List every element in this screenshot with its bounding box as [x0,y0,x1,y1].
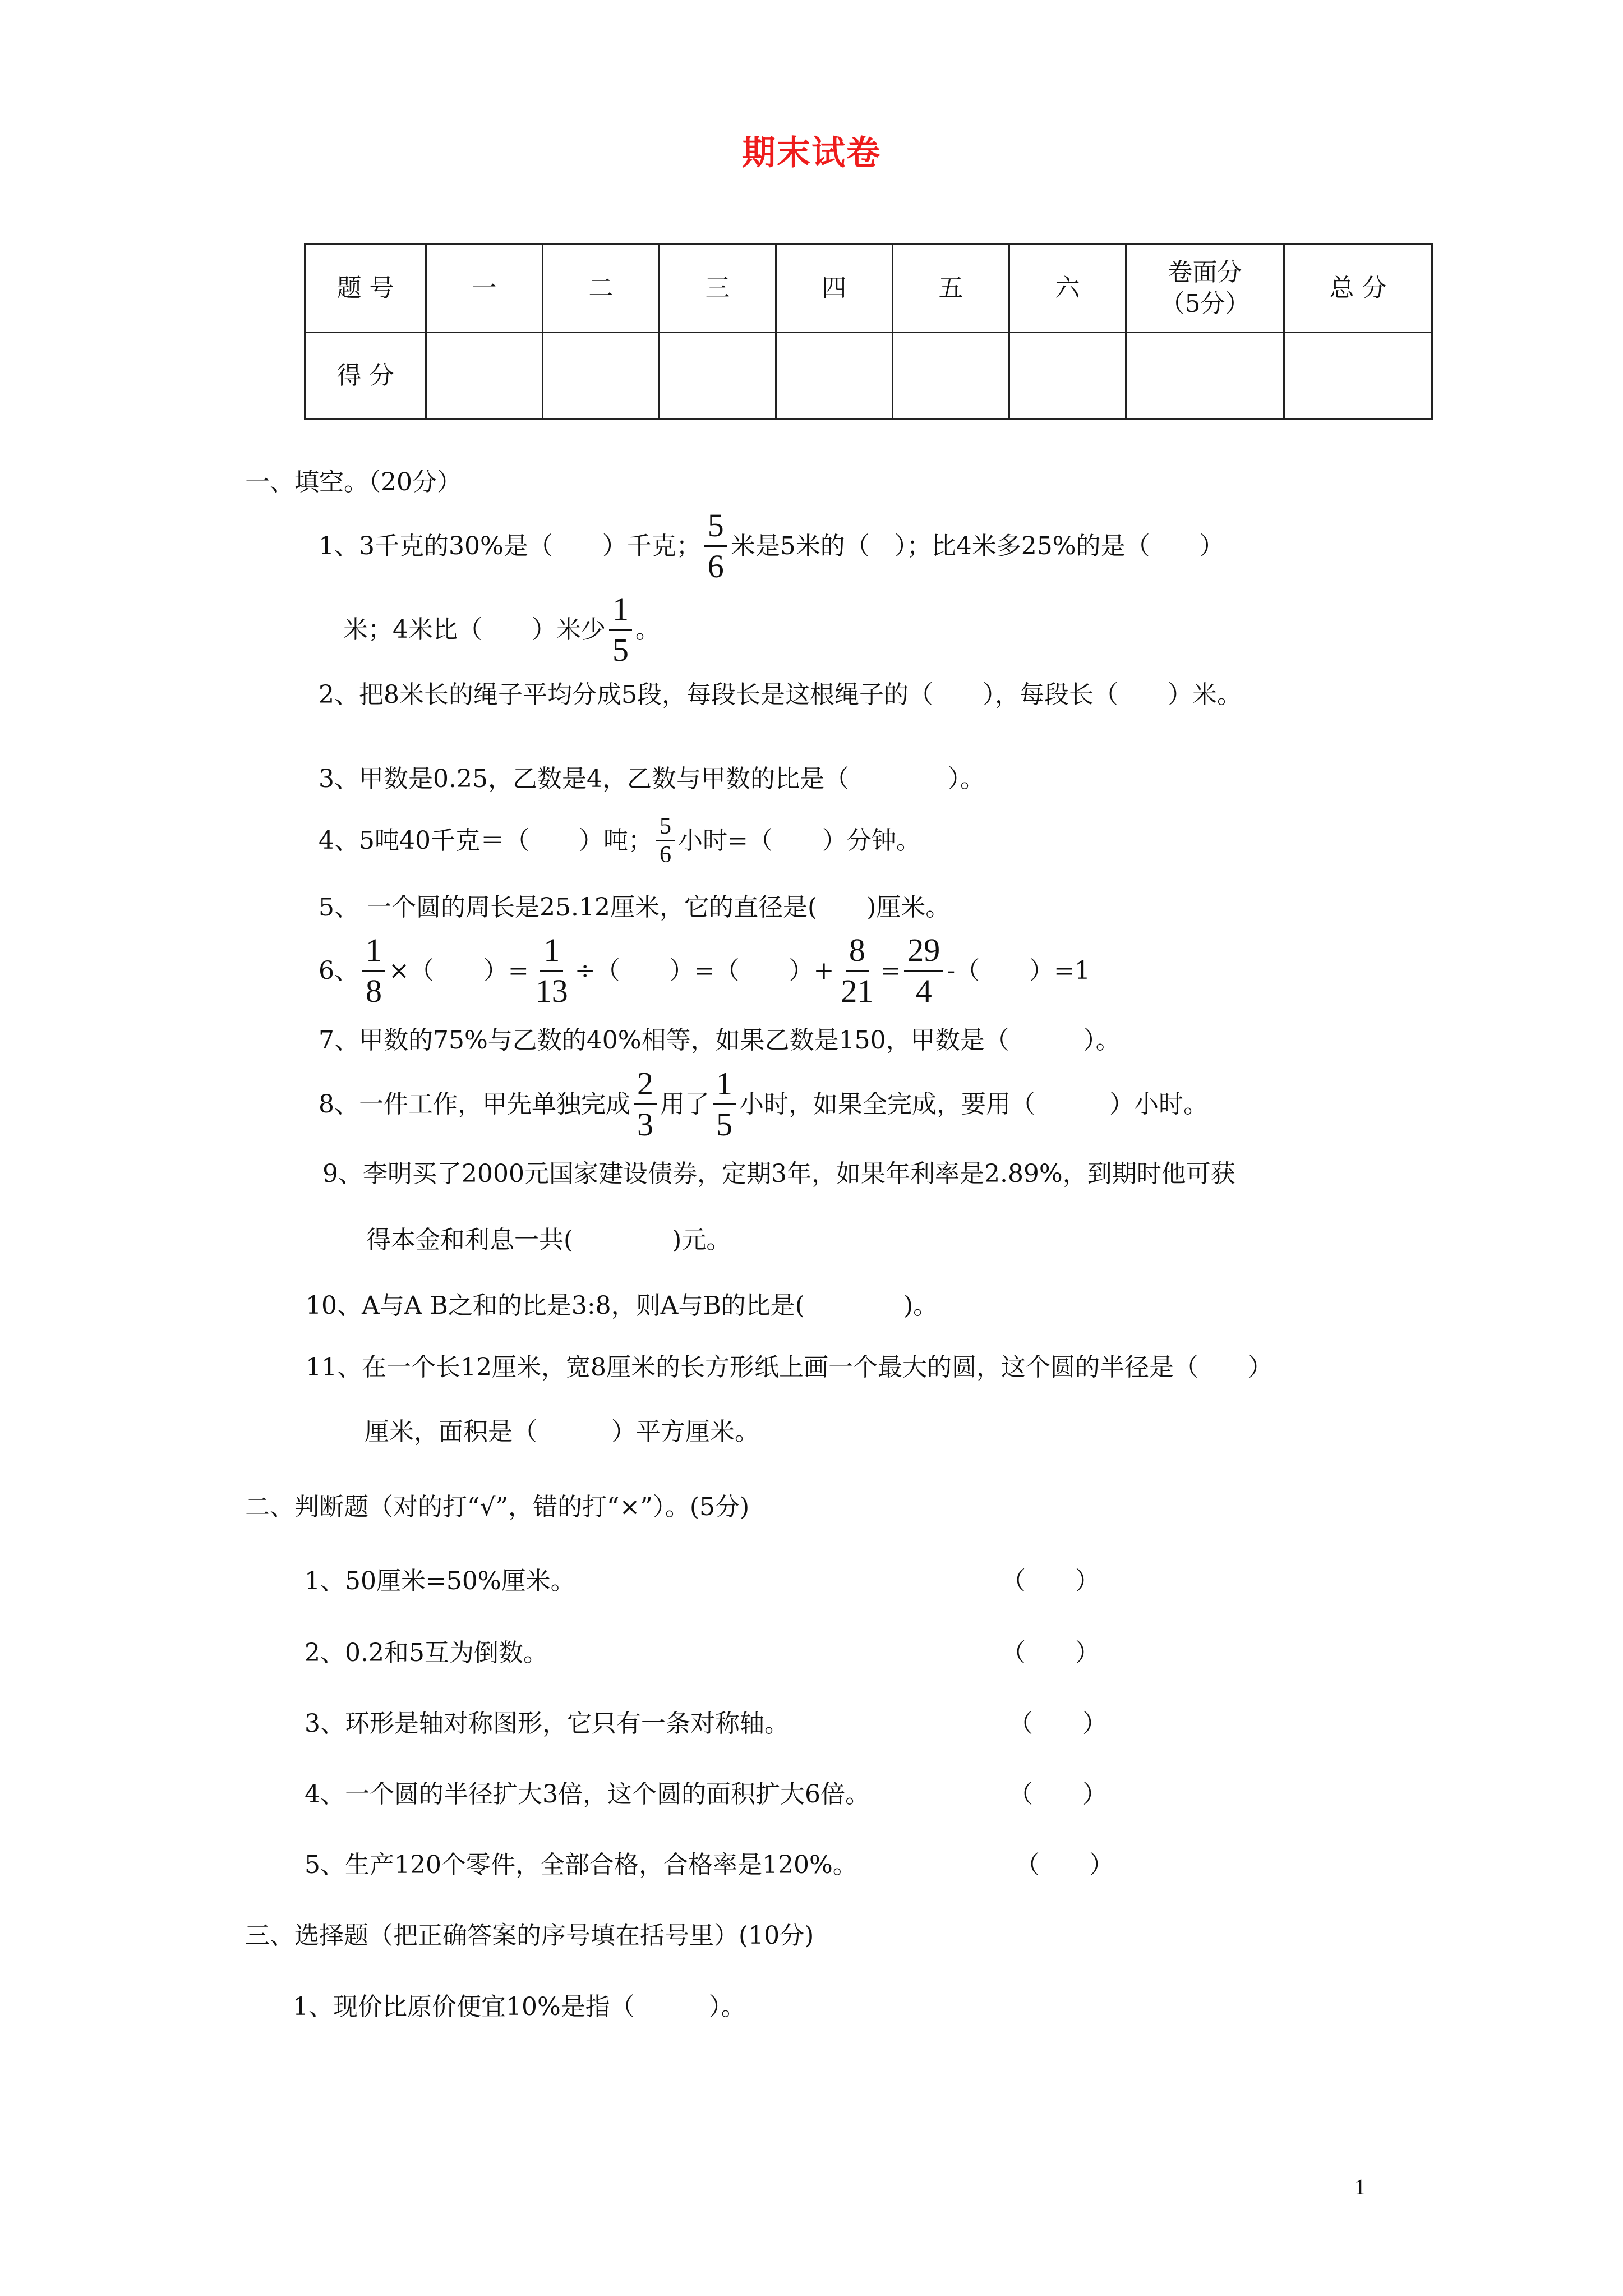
score-header-1: 一 [426,244,543,333]
q4-text-b: 小时=（ ）分钟。 [677,826,921,855]
tf-answer-paren-5[interactable]: （ ） [1015,1851,1114,1879]
tf-item-4: 4、一个圆的半径扩大3倍，这个圆的面积扩大6倍。 [305,1780,870,1809]
fraction-numerator: 1 [362,934,385,972]
q1-text-a: 1、3千克的30%是（ ）千克； [319,531,701,560]
fraction-denominator: 6 [707,548,724,585]
score-header-6: 六 [1009,244,1126,333]
question-10: 10、A与A B之和的比是3:8，则A与B的比是( )。 [306,1291,938,1320]
fraction-denominator: 3 [637,1106,653,1143]
tf-answer-paren-4[interactable]: （ ） [1008,1780,1107,1809]
fraction-29-4 [904,934,943,1007]
q6-text-b: ×（ ）= [389,956,529,985]
question-11-line2: 厘米，面积是（ ）平方厘米。 [365,1418,759,1446]
score-cell[interactable] [660,333,776,420]
score-row-label: 得 分 [305,333,426,420]
tf-item-5: 5、生产120个零件，全部合格，合格率是120%。 [305,1851,857,1879]
question-2: 2、把8米长的绳子平均分成5段，每段长是这根绳子的（ ），每段长（ ）米。 [319,680,1242,709]
fraction-numerator: 1 [540,934,563,972]
question-7: 7、甲数的75%与乙数的40%相等，如果乙数是150，甲数是（ ）。 [319,1026,1121,1055]
fraction-1-8 [362,934,385,1007]
fraction-8-21 [837,934,877,1007]
tf-answer-paren-2[interactable]: （ ） [1001,1639,1100,1667]
q1-text-b: 米是5米的（ ）；比4米多25%的是（ ） [730,531,1224,560]
fraction-denominator: 13 [535,973,568,1009]
score-header-presentation [1126,244,1284,333]
q8-text-a: 8、一件工作，甲先单独完成 [319,1089,630,1119]
fraction-1-5 [609,593,632,666]
fraction-numerator: 8 [846,934,869,972]
score-cell[interactable] [1284,333,1432,420]
mc-question-1: 1、现价比原价便宜10%是指（ ）。 [293,1993,746,2021]
q6-text-e: -（ ）=1 [947,956,1090,985]
fraction-5-6 [704,509,727,583]
section2-heading: 二、判断题（对的打“√”，错的打“×”）。(5分) [245,1493,750,1521]
fraction-numerator: 1 [713,1068,736,1105]
fraction-denominator: 5 [716,1106,732,1143]
score-header-5: 五 [893,244,1009,333]
score-header-presentation-points: （5分） [1160,289,1250,318]
score-header-total: 总 分 [1284,244,1432,333]
q4-text-a: 4、5吨40千克＝（ ）吨； [319,826,653,855]
fraction-numerator: 29 [904,934,943,972]
fraction-numerator: 5 [656,815,675,841]
q6-text-d: = [880,956,901,985]
q6-text-a: 6、 [319,956,359,985]
score-table [304,243,1433,420]
page-title: 期末试卷 [742,134,881,173]
question-1-line1 [319,509,1224,583]
score-header-3: 三 [660,244,776,333]
fraction-numerator: 5 [704,509,727,547]
fraction-denominator: 6 [659,842,671,868]
fraction-2-3 [634,1065,657,1143]
fraction-1-13 [532,934,571,1007]
fraction-denominator: 8 [366,973,382,1009]
question-8 [319,1065,1208,1143]
q1-text-d: 。 [635,615,660,644]
fraction-denominator: 4 [915,973,932,1009]
score-cell[interactable] [776,333,893,420]
q6-text-c: ÷（ ）=（ ）+ [574,956,834,985]
section3-heading: 三、选择题（把正确答案的序号填在括号里）(10分) [245,1921,814,1950]
score-cell[interactable] [426,333,543,420]
question-6 [319,934,1090,1007]
tf-item-1: 1、50厘米=50%厘米。 [305,1567,575,1595]
score-header-4: 四 [776,244,893,333]
q8-text-c: 小时，如果全完成，要用（ ）小时。 [739,1089,1208,1119]
fraction-numerator: 2 [634,1068,657,1105]
fraction-5-6-small [656,815,675,867]
score-cell[interactable] [893,333,1009,420]
question-5: 5、 一个圆的周长是25.12厘米，它的直径是( )厘米。 [319,893,951,922]
q1-text-c: 米；4米比（ ）米少 [343,615,606,644]
tf-answer-paren-1[interactable]: （ ） [1001,1567,1100,1595]
section1-heading: 一、填空。（20分） [245,468,462,496]
score-cell[interactable] [1009,333,1126,420]
question-4 [319,815,921,867]
fraction-denominator: 21 [841,973,874,1009]
score-cell[interactable] [1126,333,1284,420]
q8-text-b: 用了 [660,1089,709,1119]
question-11-line1: 11、在一个长12厘米，宽8厘米的长方形纸上画一个最大的圆，这个圆的半径是（ ） [306,1353,1272,1382]
score-header-presentation-label: 卷面分 [1168,257,1242,287]
score-header-2: 二 [543,244,660,333]
tf-answer-paren-3[interactable]: （ ） [1008,1709,1107,1738]
question-9-line1: 9、李明买了2000元国家建设债券，定期3年，如果年利率是2.89%，到期时他可获 [322,1159,1235,1188]
question-3: 3、甲数是0.25，乙数是4，乙数与甲数的比是（ ）。 [319,765,985,793]
page-number: 1 [1354,2174,1366,2200]
fraction-numerator: 1 [609,593,632,631]
fraction-1-5 [713,1065,736,1143]
tf-item-3: 3、环形是轴对称图形，它只有一条对称轴。 [305,1709,789,1738]
score-cell[interactable] [543,333,660,420]
tf-item-2: 2、0.2和5互为倒数。 [305,1639,548,1667]
fraction-denominator: 5 [612,632,629,668]
question-9-line2: 得本金和利息一共( )元。 [366,1226,731,1254]
score-header-label: 题 号 [305,244,426,333]
question-1-line2 [343,593,660,666]
